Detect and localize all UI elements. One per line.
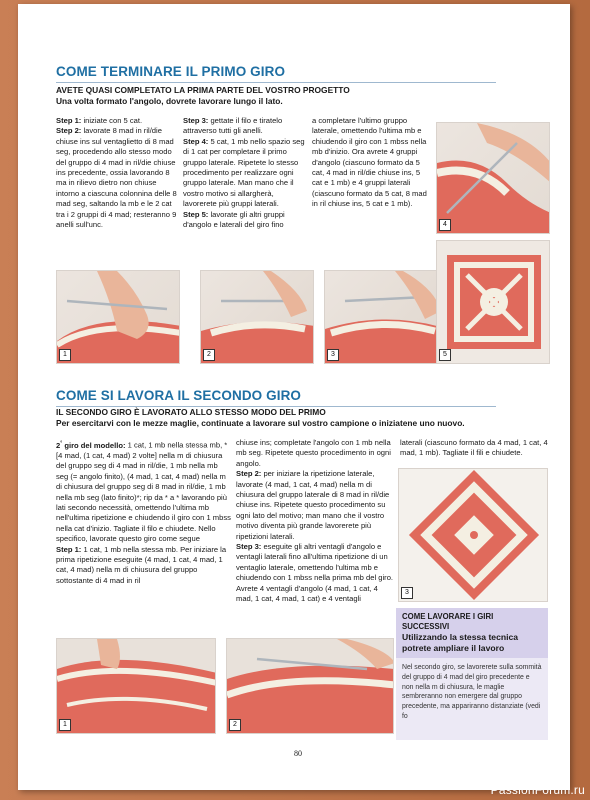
photo-step-3 xyxy=(324,270,440,364)
sidebar-title: COME LAVORARE I GIRI SUCCESSIVI xyxy=(402,612,494,631)
photo-number-badge: 5 xyxy=(439,349,451,361)
step-paragraph: Step 3: eseguite gli altri ventagli d'angolo e ventagli laterali fino all'ultima ripetizione di un ventaglio laterale, omettendo l'ultima mb e chiudendo con 1 mbss nella prima mb del giro. Avrete 4 ventagli d'angolo (4 mad, 1 cat, 4 mad, 1 cat, 4 mad, 1 cat) e 4 ventagli xyxy=(236,542,394,604)
section2-lead: Per esercitarvi con le mezze maglie, continuate a lavorare sul vostro campione o iniziatene uno nuovo. xyxy=(56,418,465,428)
section1-column-3: a completare l'ultimo gruppo laterale, omettendo l'ultima mb e chiudendo il giro con 1 mbss nella mb d'inizio. Ora avrete 4 gruppi d'angolo (ciascuno formato da 5 cat, 4 mad in ril/die chiuse ins, 5 cat e 1 mb) e 4 gruppi laterali (ciascuno formato da 5 cat, 8 mad in ril chiuse ins, 5 cat e 1 mb). xyxy=(312,116,427,209)
crochet-photo-illustration xyxy=(325,271,440,364)
photo-number-badge: 2 xyxy=(203,349,215,361)
photo-round2-1 xyxy=(56,638,216,734)
crochet-photo-illustration xyxy=(437,123,550,234)
photo-number-badge: 4 xyxy=(439,219,451,231)
magazine-page xyxy=(18,4,570,790)
section2-subtitle: IL SECONDO GIRO È LAVORATO ALLO STESSO MODO DEL PRIMO xyxy=(56,407,326,417)
section1-rule xyxy=(56,82,496,83)
section1-column-2 xyxy=(183,116,307,230)
sidebar-subtitle: Utilizzando la stessa tecnica potrete ampliare il lavoro xyxy=(402,632,519,653)
photo-step-2 xyxy=(200,270,314,364)
step-paragraph: Step 1: iniziate con 5 cat. xyxy=(56,116,143,125)
step-paragraph: Step 4: 5 cat, 1 mb nello spazio seg di 1 cat per completare il primo gruppo laterale. Ripetete lo stesso procedimento per realizzare ogni gruppo laterale. Man mano che il vostro motivo si allargherà, lavorerete più gruppi laterali. xyxy=(183,136,305,209)
round-paragraph: 2° giro del modello: 1 cat, 1 mb nella stessa mb, *[4 mad, (1 cat, 4 mad) 2 volte] nella m di chiusura del gruppo seg di 4 mad in ril/die, 1 mb nella mb seg (= angolo finito), (4 mad, 1 cat, 4 mad) nella m di chiusura del gruppo seg di 8 mad in ril/die, 1 mb nella mb seg (lato finito)*; rip da * a * lavorando più lati secondo necessità, omettendo l'ultima mb nell'ultima ripetizione e chiudendo il giro con 1 mbss nella cat d'inizio. Tagliate il filo e chiudete. Nello specifico, lavorate questo giro come segue xyxy=(56,440,231,544)
section1-subtitle: AVETE QUASI COMPLETATO LA PRIMA PARTE DEL VOSTRO PROGETTO xyxy=(56,85,350,95)
sidebar-header xyxy=(396,608,548,658)
watermark: PassionForum.ru xyxy=(490,783,585,797)
crochet-photo-illustration xyxy=(227,639,394,734)
photo-number-badge: 2 xyxy=(229,719,241,731)
step-paragraph: Step 2: per iniziare la ripetizione laterale, lavorate (4 mad, 1 cat, 4 mad) nella m di chiusura del gruppo laterale di 8 mad in ril/die chiuse ins. Ripetete questo procedimento su ogni lato del motivo; man mano che il vostro motivo diventa più grande lavorerete più ripetizioni laterali. xyxy=(236,469,390,541)
crochet-photo-illustration xyxy=(57,271,180,364)
section2-column-1 xyxy=(56,438,232,586)
photo-number-badge: 3 xyxy=(327,349,339,361)
crochet-square-illustration xyxy=(437,241,550,364)
photo-number-badge: 3 xyxy=(401,587,413,599)
crochet-photo-illustration xyxy=(57,639,216,734)
section2-column-2 xyxy=(236,438,396,605)
step-paragraph: Step 1: 1 cat, 1 mb nella stessa mb. Per iniziare la prima ripetizione eseguite (4 mad, 1 cat, 4 mad, 1 cat, 4 mad) nella m di chiusura del gruppo sottostante di 4 mad in ril xyxy=(56,544,227,585)
crochet-photo-illustration xyxy=(201,271,314,364)
section1-title: COME TERMINARE IL PRIMO GIRO xyxy=(56,64,286,79)
section2-title: COME SI LAVORA IL SECONDO GIRO xyxy=(56,388,302,403)
photo-number-badge: 1 xyxy=(59,719,71,731)
crochet-square-illustration xyxy=(399,469,548,602)
step-paragraph: Step 3: gettate il filo e tiratelo attraverso tutti gli anelli. xyxy=(183,116,283,136)
step-paragraph: Step 2: lavorate 8 mad in ril/die chiuse ins sul ventaglietto di 8 mad seg, procedendo allo stesso modo del gruppo di 4 mad in ril/die chiuse ins precedente, ossia lavorando 8 ma in rilievo dietro non chiuse intorno a ciascuna colonnina delle 8 mad seg, saltando la mb e le 2 cat tra i 2 gruppi di 4 mad; resteranno 9 anelli sull'unc. xyxy=(56,126,177,230)
sidebar-body: Nel secondo giro, se lavorerete sulla sommità del gruppo di 4 mad del giro precedente e non nella m di chiusura, le maglie sembreranno non emergere dal gruppo precedente, ma appariranno distanziate (vedi fo xyxy=(402,664,542,720)
photo-number-badge: 1 xyxy=(59,349,71,361)
page-number: 80 xyxy=(294,749,302,758)
section1-lead: Una volta formato l'angolo, dovrete lavorare lungo il lato. xyxy=(56,96,283,106)
step-paragraph: chiuse ins; completate l'angolo con 1 mb nella mb seg. Ripetete questo procedimento in ogni angolo. xyxy=(236,438,391,468)
photo-step-4 xyxy=(436,122,550,234)
step-paragraph: Step 5: lavorate gli altri gruppi d'angolo e laterali del giro fino xyxy=(183,209,285,230)
photo-step-5 xyxy=(436,240,550,364)
section2-column-3: laterali (ciascuno formato da 4 mad, 1 cat, 4 mad, 1 mb). Tagliate il fili e chiudete. xyxy=(400,438,548,458)
section1-column-1 xyxy=(56,116,178,230)
photo-round2-2 xyxy=(226,638,394,734)
sidebar-box xyxy=(396,608,548,740)
photo-round2-3 xyxy=(398,468,548,602)
photo-step-1 xyxy=(56,270,180,364)
